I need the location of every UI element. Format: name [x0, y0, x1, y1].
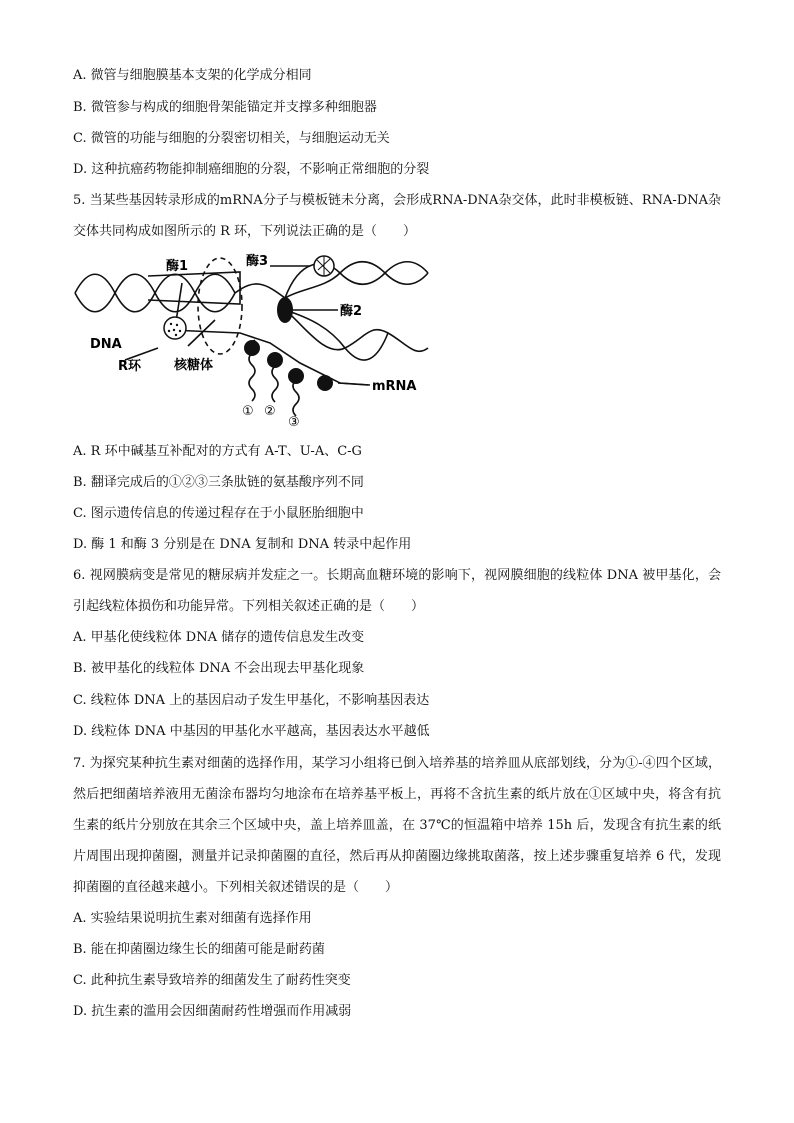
chain-1-label: ① — [242, 404, 254, 419]
q5-stem — [73, 185, 721, 247]
ribosome-label: 核糖体 — [174, 358, 214, 373]
r-loop-figure — [70, 248, 430, 430]
q6-option-a: A. 甲基化使线粒体 DNA 储存的遗传信息发生改变 — [73, 630, 365, 645]
q7-option-c: C. 此种抗生素导致培养的细菌发生了耐药性突变 — [73, 973, 351, 988]
r-loop-label: R环 — [118, 359, 142, 374]
q5-option-b: B. 翻译完成后的①②③三条肽链的氨基酸序列不同 — [73, 475, 364, 490]
q7-stem-text: 7. 为探究某种抗生素对细菌的选择作用，某学习小组将已倒入培养基的培养皿从底部划线，分为①-④四个区域，然后把细菌培养液用无菌涂布器均匀地涂布在培养基平板上，再将不含抗生素的纸片放在①区域中央，将含有抗生素的纸片分别放在其余三个区域中央，盖上培养皿盖，在 37℃的恒温箱中培养 15h 后，发现含有抗生素的纸片周围出现抑菌圈，测量并记录抑菌圈的直径，然后再从抑菌圈边缘挑取菌落，按上述步骤重复培养 6 代，发现抑菌圈的直径越来越小。下列相关叙述错误的是（ ） — [73, 756, 721, 895]
enzyme2-label: 酶2 — [340, 304, 363, 319]
q6-stem — [73, 560, 721, 622]
q5-stem-text: 5. 当某些基因转录形成的mRNA分子与模板链未分离，会形成RNA-DNA杂交体，此时非模板链、RNA-DNA杂交体共同构成如图所示的 R 环，下列说法正确的是（ ） — [73, 193, 721, 239]
q4-option-c: C. 微管的功能与细胞的分裂密切相关，与细胞运动无关 — [73, 131, 390, 146]
q6-option-c: C. 线粒体 DNA 上的基因启动子发生甲基化，不影响基因表达 — [73, 693, 430, 708]
q7-option-b: B. 能在抑菌圈边缘生长的细菌可能是耐药菌 — [73, 942, 325, 957]
q6-stem-text: 6. 视网膜病变是常见的糖尿病并发症之一。长期高血糖环境的影响下，视网膜细胞的线粒体 DNA 被甲基化，会引起线粒体损伤和功能异常。下列相关叙述正确的是（ ） — [73, 568, 721, 614]
q7-option-a: A. 实验结果说明抗生素对细菌有选择作用 — [73, 911, 312, 926]
mrna-label: mRNA — [372, 379, 417, 394]
dna-label: DNA — [90, 337, 122, 352]
q4-option-b: B. 微管参与构成的细胞骨架能锚定并支撑多种细胞器 — [73, 100, 377, 115]
chain-2-label: ② — [264, 404, 276, 419]
q4-option-d: D. 这种抗癌药物能抑制癌细胞的分裂，不影响正常细胞的分裂 — [73, 162, 430, 177]
enzyme1-label: 酶1 — [166, 259, 189, 274]
q7-stem — [73, 748, 721, 903]
q5-option-c: C. 图示遗传信息的传递过程存在于小鼠胚胎细胞中 — [73, 506, 364, 521]
q6-option-d: D. 线粒体 DNA 中基因的甲基化水平越高，基因表达水平越低 — [73, 724, 430, 739]
q5-option-a: A. R 环中碱基互补配对的方式有 A-T、U-A、C-G — [73, 444, 362, 459]
q6-option-b: B. 被甲基化的线粒体 DNA 不会出现去甲基化现象 — [73, 661, 365, 676]
q4-option-a: A. 微管与细胞膜基本支架的化学成分相同 — [73, 68, 312, 83]
q7-option-d: D. 抗生素的滥用会因细菌耐药性增强而作用减弱 — [73, 1004, 352, 1019]
chain-3-label: ③ — [288, 415, 300, 430]
enzyme3-label: 酶3 — [246, 254, 269, 269]
q5-option-d: D. 酶 1 和酶 3 分别是在 DNA 复制和 DNA 转录中起作用 — [73, 537, 412, 552]
